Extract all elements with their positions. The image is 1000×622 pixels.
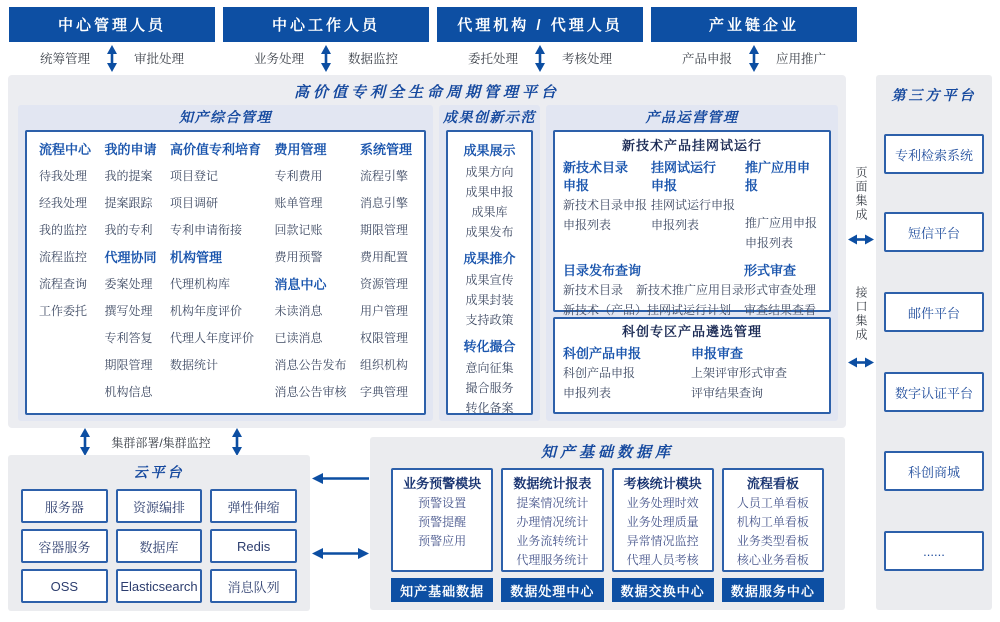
- menu-item: 新技术推广应用目录: [636, 283, 745, 297]
- menu-item: 评审结果查询: [691, 386, 764, 400]
- db-module: [722, 468, 824, 572]
- group-header: 形式审查: [744, 263, 797, 278]
- menu-item: 专利费用: [274, 169, 323, 183]
- db-footer-base-data: 知产基础数据: [391, 578, 493, 602]
- menu-item: 撰写处理: [104, 304, 153, 318]
- menu-item: 我的提案: [104, 169, 153, 183]
- menu-item: 成果发布: [465, 225, 514, 239]
- menu-item: 成果宣传: [465, 273, 514, 287]
- formal-review: [744, 262, 821, 320]
- role-right-label: 应用推广: [776, 52, 827, 66]
- column-trial-apply: [651, 159, 745, 253]
- menu-item: 新技术目录: [563, 283, 624, 297]
- panel-title: 第三方平台: [891, 87, 977, 103]
- group-header: 申报审查: [691, 346, 744, 361]
- box-title: 科创专区产品遴选管理: [621, 324, 762, 339]
- cloud-box-redis: Redis: [210, 529, 297, 563]
- catalog-row: [563, 280, 744, 300]
- group-header: 推广应用申报: [745, 160, 811, 193]
- db-modules-row: [391, 468, 824, 602]
- db-column-assessment: [612, 468, 714, 602]
- panel-body: [25, 130, 426, 415]
- role-bar: 中心管理人员: [9, 7, 215, 42]
- role-bars-row: [9, 7, 857, 73]
- menu-item: 消息公告发布: [274, 358, 347, 372]
- role-agency: [437, 7, 643, 73]
- menu-item: 机构工单看板: [736, 515, 809, 529]
- panel-ip-database: [370, 437, 845, 610]
- menu-item: 组织机构: [359, 358, 408, 372]
- menu-item: 意向征集: [465, 361, 514, 375]
- menu-item: 资源管理: [359, 277, 408, 291]
- menu-item: 申报列表: [563, 386, 612, 400]
- group-header: 流程中心: [39, 142, 92, 157]
- menu-item: 未读消息: [274, 304, 323, 318]
- trial-run-columns: [563, 159, 821, 253]
- column-sci-product-apply: [563, 345, 691, 403]
- horizontal-double-arrow-icon: [848, 356, 874, 369]
- menu-item: 提案情况统计: [516, 496, 589, 510]
- menu-item: 账单管理: [274, 196, 323, 210]
- menu-item: 业务类型看板: [736, 534, 809, 548]
- sci-innovation-box: [553, 317, 831, 414]
- group-header: 科创产品申报: [563, 346, 642, 361]
- catalog-publish-query: [563, 262, 744, 320]
- role-labels: [437, 43, 643, 73]
- role-center-manager: [9, 7, 215, 73]
- group-header: 挂网试运行申报: [651, 160, 717, 193]
- role-center-staff: [223, 7, 429, 73]
- module-header: 流程看板: [746, 476, 799, 491]
- horizontal-double-arrow-icon: [312, 547, 369, 560]
- panel-cloud: [8, 455, 310, 611]
- column-hv-patent-cultivation: [170, 136, 261, 413]
- db-footer-service-center: 数据服务中心: [722, 578, 824, 602]
- db-module: [612, 468, 714, 572]
- menu-item: 业务处理质量: [626, 515, 699, 529]
- panel-product-ops: [546, 105, 838, 421]
- menu-item: 委案处理: [104, 277, 153, 291]
- menu-item: 回款记账: [274, 223, 323, 237]
- page-integration-label: 页面集成: [854, 166, 868, 222]
- platform-title: 高价值专利全生命周期管理平台: [293, 84, 560, 101]
- menu-item: 转化备案: [465, 401, 514, 415]
- menu-item: 代理人员考核: [626, 553, 699, 567]
- box-title: 新技术产品挂网试运行: [621, 138, 762, 153]
- panel-title: 知产综合管理: [179, 109, 272, 125]
- role-left-label: 产品申报: [681, 52, 732, 66]
- column-catalog-apply: [563, 159, 651, 253]
- menu-item: 申报列表: [745, 236, 794, 250]
- menu-item: 消息公告审核: [274, 385, 347, 399]
- menu-item: 机构信息: [104, 385, 153, 399]
- group-header: 转化撮合: [463, 339, 516, 354]
- role-right-label: 数据监控: [348, 52, 399, 66]
- role-right-label: 考核处理: [562, 52, 613, 66]
- vertical-double-arrow-icon: [534, 45, 546, 72]
- menu-item: 新技术（产品）挂网试运行计划: [563, 303, 732, 317]
- role-left-label: 统筹管理: [39, 52, 90, 66]
- cloud-box-server: 服务器: [21, 489, 108, 523]
- menu-item: 工作委托: [39, 304, 88, 318]
- menu-item: 权限管理: [359, 331, 408, 345]
- cloud-box-mq: 消息队列: [210, 569, 297, 603]
- menu-item: 办理情况统计: [516, 515, 589, 529]
- menu-item: 申报列表: [563, 218, 612, 232]
- panel-body: [446, 130, 533, 415]
- catalog-review-row: [563, 262, 821, 320]
- role-right-label: 审批处理: [134, 52, 185, 66]
- role-labels: [651, 43, 857, 73]
- group-header: 成果展示: [463, 143, 516, 158]
- menu-item: 上架评审形式审查: [691, 366, 788, 380]
- group-header: 代理协同: [104, 250, 157, 265]
- menu-item: 预警应用: [418, 534, 467, 548]
- api-integration-label: 接口集成: [854, 286, 868, 342]
- sci-columns: [563, 345, 821, 403]
- panel-achievement: [439, 105, 540, 421]
- menu-item: 期限管理: [104, 358, 153, 372]
- panel-ip-management: [18, 105, 433, 421]
- db-footer-processing-center: 数据处理中心: [501, 578, 603, 602]
- role-labels: [223, 43, 429, 73]
- menu-item: 流程引擎: [359, 169, 408, 183]
- horizontal-double-arrow-icon: [848, 233, 874, 246]
- module-header: 考核统计模块: [623, 476, 702, 491]
- db-column-kanban: [722, 468, 824, 602]
- cloud-box-elasticsearch: Elasticsearch: [116, 569, 203, 603]
- panel-title: 知产基础数据库: [540, 444, 674, 461]
- menu-item: 撮合服务: [465, 381, 514, 395]
- cloud-box-container: 容器服务: [21, 529, 108, 563]
- role-bar: 产业链企业: [651, 7, 857, 42]
- panel-title: 产品运营管理: [645, 109, 739, 125]
- menu-item: 科创产品申报: [563, 366, 636, 380]
- menu-item: 成果方向: [465, 165, 514, 179]
- db-module: [501, 468, 603, 572]
- menu-item: 申报列表: [651, 218, 700, 232]
- column-apply-review: [691, 345, 821, 403]
- role-bar: 代理机构 / 代理人员: [437, 7, 643, 42]
- menu-item: 成果申报: [465, 185, 514, 199]
- menu-item: 代理机构库: [169, 277, 230, 291]
- group-header: 成果推介: [463, 251, 516, 266]
- vertical-double-arrow-icon: [748, 45, 760, 72]
- role-left-label: 业务处理: [253, 52, 304, 66]
- vertical-double-arrow-icon: [320, 45, 332, 72]
- cloud-grid: [21, 489, 297, 603]
- third-party-box-digital-cert: 数字认证平台: [884, 372, 984, 412]
- menu-item: 机构年度评价: [169, 304, 242, 318]
- group-header: 系统管理: [359, 142, 412, 157]
- menu-item: 代理服务统计: [516, 553, 589, 567]
- menu-item: 专利答复: [104, 331, 153, 345]
- menu-item: 经我处理: [39, 196, 88, 210]
- third-party-box-sci-mall: 科创商城: [884, 451, 984, 491]
- menu-item: 推广应用申报: [745, 216, 818, 230]
- menu-item: 我的监控: [39, 223, 88, 237]
- db-column-warning: [391, 468, 493, 602]
- group-header: 消息中心: [274, 277, 327, 292]
- panel-title: 成果创新示范: [443, 109, 536, 125]
- menu-item: 流程监控: [39, 250, 88, 264]
- menu-item: 业务处理时效: [626, 496, 699, 510]
- vertical-double-arrow-icon: [231, 428, 243, 456]
- column-my-application: [104, 136, 156, 413]
- cluster-label: 集群部署/集群监控: [111, 436, 211, 450]
- menu-item: 提案跟踪: [104, 196, 153, 210]
- db-module: [391, 468, 493, 572]
- module-header: 数据统计报表: [513, 476, 592, 491]
- menu-item: 期限管理: [359, 223, 408, 237]
- menu-item: 成果封装: [465, 293, 514, 307]
- panel-title: 云平台: [133, 464, 185, 480]
- menu-item: 消息引擎: [359, 196, 408, 210]
- role-labels: [9, 43, 215, 73]
- trial-run-box: [553, 130, 831, 317]
- role-left-label: 委托处理: [467, 52, 518, 66]
- third-party-box-more: ......: [884, 531, 984, 571]
- menu-item: 预警设置: [418, 496, 467, 510]
- panel-third-party: [876, 75, 992, 610]
- group-header: 机构管理: [169, 250, 222, 265]
- menu-item: 用户管理: [359, 304, 408, 318]
- group-header: 目录发布查询: [563, 263, 642, 278]
- group-header: 新技术目录申报: [563, 160, 629, 193]
- menu-item: 已读消息: [274, 331, 323, 345]
- menu-item: 字典管理: [359, 385, 408, 399]
- cloud-box-orchestration: 资源编排: [116, 489, 203, 523]
- db-column-statistics: [501, 468, 603, 602]
- menu-item: 审查结果查看: [744, 303, 817, 317]
- menu-item: 支持政策: [465, 313, 514, 327]
- menu-item: 数据统计: [169, 358, 218, 372]
- menu-item: 新技术目录申报: [563, 198, 648, 212]
- menu-item: 费用配置: [359, 250, 408, 264]
- vertical-double-arrow-icon: [106, 45, 118, 72]
- column-process-center: [39, 136, 91, 413]
- left-arrow-icon: [312, 472, 369, 485]
- role-enterprise: [651, 7, 857, 73]
- cloud-box-autoscaling: 弹性伸缩: [210, 489, 297, 523]
- menu-item: 业务流转统计: [516, 534, 589, 548]
- cloud-box-database: 数据库: [116, 529, 203, 563]
- menu-item: 项目调研: [169, 196, 218, 210]
- column-promo-apply: [745, 159, 821, 253]
- menu-item: 挂网试运行申报: [651, 198, 736, 212]
- menu-item: 项目登记: [169, 169, 218, 183]
- menu-item: 流程查询: [39, 277, 88, 291]
- module-header: 业务预警模块: [403, 476, 482, 491]
- db-footer-exchange-center: 数据交换中心: [612, 578, 714, 602]
- role-bar: 中心工作人员: [223, 7, 429, 42]
- menu-item: 我的专利: [104, 223, 153, 237]
- menu-item: 核心业务看板: [736, 553, 809, 567]
- menu-item: 待我处理: [39, 169, 88, 183]
- column-system-management: [360, 136, 412, 413]
- menu-item: 成果库: [471, 205, 508, 219]
- group-header: 高价值专利培育: [169, 142, 261, 157]
- cloud-box-oss: OSS: [21, 569, 108, 603]
- menu-item: 人员工单看板: [736, 496, 809, 510]
- third-party-box-sms: 短信平台: [884, 212, 984, 252]
- menu-item: 形式审查处理: [744, 283, 817, 297]
- column-fee-management: [274, 136, 346, 413]
- third-party-box-email: 邮件平台: [884, 292, 984, 332]
- group-header: 费用管理: [274, 142, 327, 157]
- vertical-double-arrow-icon: [79, 428, 91, 456]
- menu-item: 预警提醒: [418, 515, 467, 529]
- menu-item: 异常情况监控: [626, 534, 699, 548]
- third-party-box-patent-search: 专利检索系统: [884, 134, 984, 174]
- menu-item: 专利申请衔接: [169, 223, 242, 237]
- menu-item: 费用预警: [274, 250, 323, 264]
- group-header: 我的申请: [104, 142, 157, 157]
- menu-item: 代理人年度评价: [169, 331, 254, 345]
